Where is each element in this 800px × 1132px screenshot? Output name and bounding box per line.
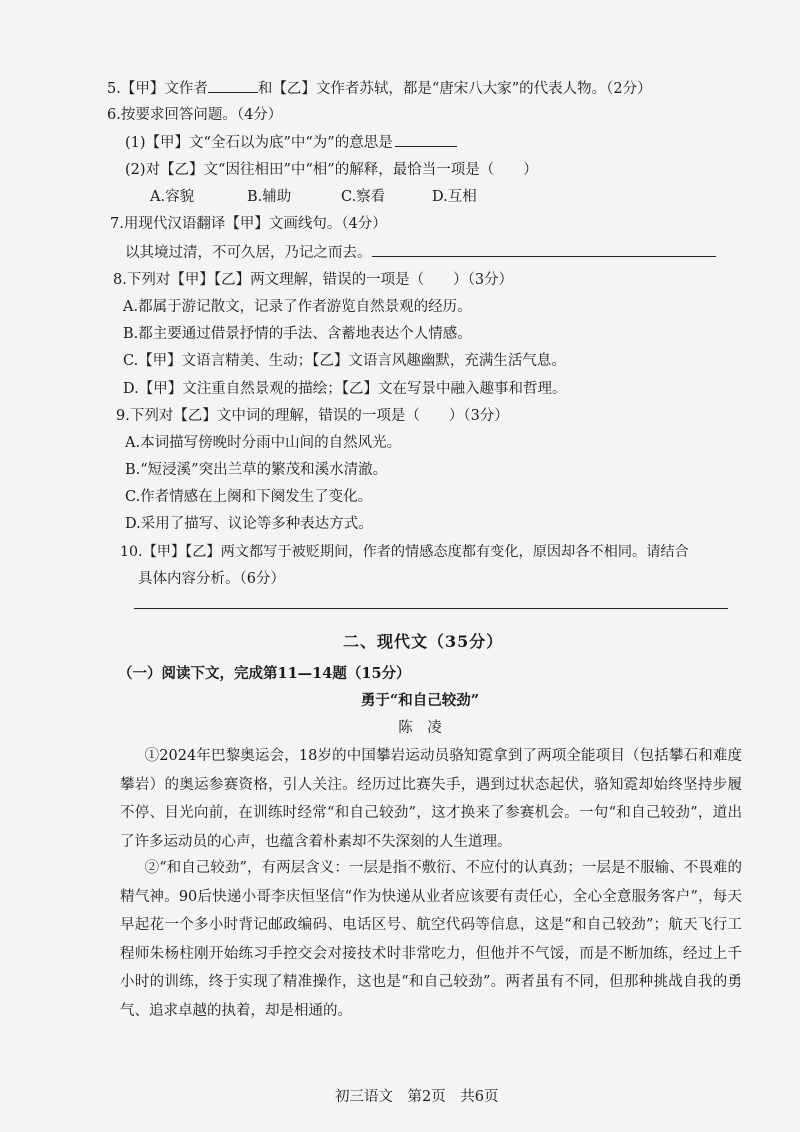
- question-8-stem: 8.下列对【甲】【乙】两文理解，错误的一项是（ ）（3分）: [113, 272, 514, 288]
- question-10-line2: 具体内容分析。（6分）: [138, 571, 285, 587]
- question-10-line1: 10.【甲】【乙】两文都写于被贬期间，作者的情感态度都有变化，原因却各不相同。请结合: [120, 544, 689, 560]
- q8-option-d[interactable]: D.【甲】文注重自然景观的描绘；【乙】文在写景中融入趣事和哲理。: [123, 381, 567, 397]
- article-author: 陈 凌: [398, 720, 442, 736]
- article-paragraph-1-text: ①2024年巴黎奥运会，18岁的中国攀岩运动员骆知霓拿到了两项全能项目（包括攀石和难度攀岩）的奥运参赛资格，引人关注。经历过比赛失手，遇到过状态起伏，骆知霓却始终坚持步履不停、目光向前，在训练时经常“和自己较劲”，这才换来了参赛机会。一句“和自己较劲”，道出了许多运动员的心声，也蕴含着朴素却不失深刻的人生道理。: [120, 748, 742, 850]
- q9-option-d[interactable]: D.采用了描写、议论等多种表达方式。: [125, 516, 373, 532]
- article-paragraph-2-text: ②“和自己较劲”，有两层含义：一层是指不敷衍、不应付的认真劲；一层是不服输、不畏难的精气神。90后快递小哥李庆恒坚信“作为快递从业者应该要有责任心，全心全意服务客户”，每天早起花一个多小时背记邮政编码、电话区号、航空代码等信息，这是“和自己较劲”；航天飞行工程师朱杨柱刚开始练习手控交会对接技术时非常吃力，但他并不气馁，而是不断加练，经过上千小时的训练，终于实现了精准操作，这也是“和自己较劲”。两者虽有不同，但那种挑战自我的勇气、追求卓越的执着，却是相通的。: [120, 860, 742, 1019]
- q9-option-b[interactable]: B.“短浸溪”突出兰草的繁茂和溪水清澈。: [125, 462, 388, 478]
- q8-option-a[interactable]: A.都属于游记散文，记录了作者游览自然景观的经历。: [123, 299, 472, 315]
- question-7-stem: 7.用现代汉语翻译【甲】文画线句。（4分）: [110, 216, 387, 232]
- question-5-number: 5.: [107, 81, 121, 97]
- question-5-text-after: 和【乙】文作者苏轼，都是“唐宋八大家”的代表人物。（2分）: [257, 81, 652, 97]
- article-paragraph-1: [120, 742, 742, 856]
- question-6-sub2: (2)对【乙】文“因往相田”中“相”的解释，最恰当一项是（ ）: [125, 162, 538, 178]
- question-7-sentence-text: 以其境过清，不可久居，乃记之而去。: [125, 245, 372, 261]
- question-5-text-before: 【甲】文作者: [120, 81, 208, 97]
- q8-option-c[interactable]: C.【甲】文语言精美、生动；【乙】文语言风趣幽默，充满生活气息。: [123, 353, 566, 369]
- page-footer: 初三语文 第2页 共6页: [335, 1089, 499, 1105]
- q6-option-b[interactable]: B.辅助: [247, 189, 292, 205]
- article-paragraph-2: [120, 854, 742, 1025]
- reading-instruction: （一）阅读下文，完成第11—14题（15分）: [118, 665, 411, 682]
- answer-blank-q5[interactable]: [208, 78, 258, 93]
- answer-line-q10[interactable]: [134, 608, 728, 609]
- question-6-stem: 6.按要求回答问题。（4分）: [107, 107, 283, 123]
- question-6-sub1-text: (1)【甲】文“全石以为底”中“为”的意思是: [125, 135, 393, 151]
- q9-option-c[interactable]: C.作者情感在上阕和下阕发生了变化。: [125, 489, 373, 505]
- answer-blank-q7[interactable]: [372, 242, 716, 257]
- question-7-sentence: [125, 242, 716, 263]
- question-6-sub1: [125, 132, 457, 153]
- q6-option-a[interactable]: A.容貌: [150, 189, 195, 205]
- q8-option-b[interactable]: B.都主要通过借景抒情的手法、含蓄地表达个人情感。: [123, 326, 472, 342]
- answer-blank-q6-1[interactable]: [395, 132, 457, 147]
- section-title: 二、现代文（35分）: [343, 632, 504, 651]
- q6-option-c[interactable]: C.察看: [341, 189, 386, 205]
- q9-option-a[interactable]: A.本词描写傍晚时分雨中山间的自然风光。: [125, 435, 402, 451]
- question-9-stem: 9.下列对【乙】文中词的理解，错误的一项是（ ）（3分）: [116, 408, 509, 424]
- q6-option-d[interactable]: D.互相: [432, 189, 477, 205]
- question-5: [107, 78, 652, 99]
- article-title: 勇于“和自己较劲”: [360, 692, 480, 709]
